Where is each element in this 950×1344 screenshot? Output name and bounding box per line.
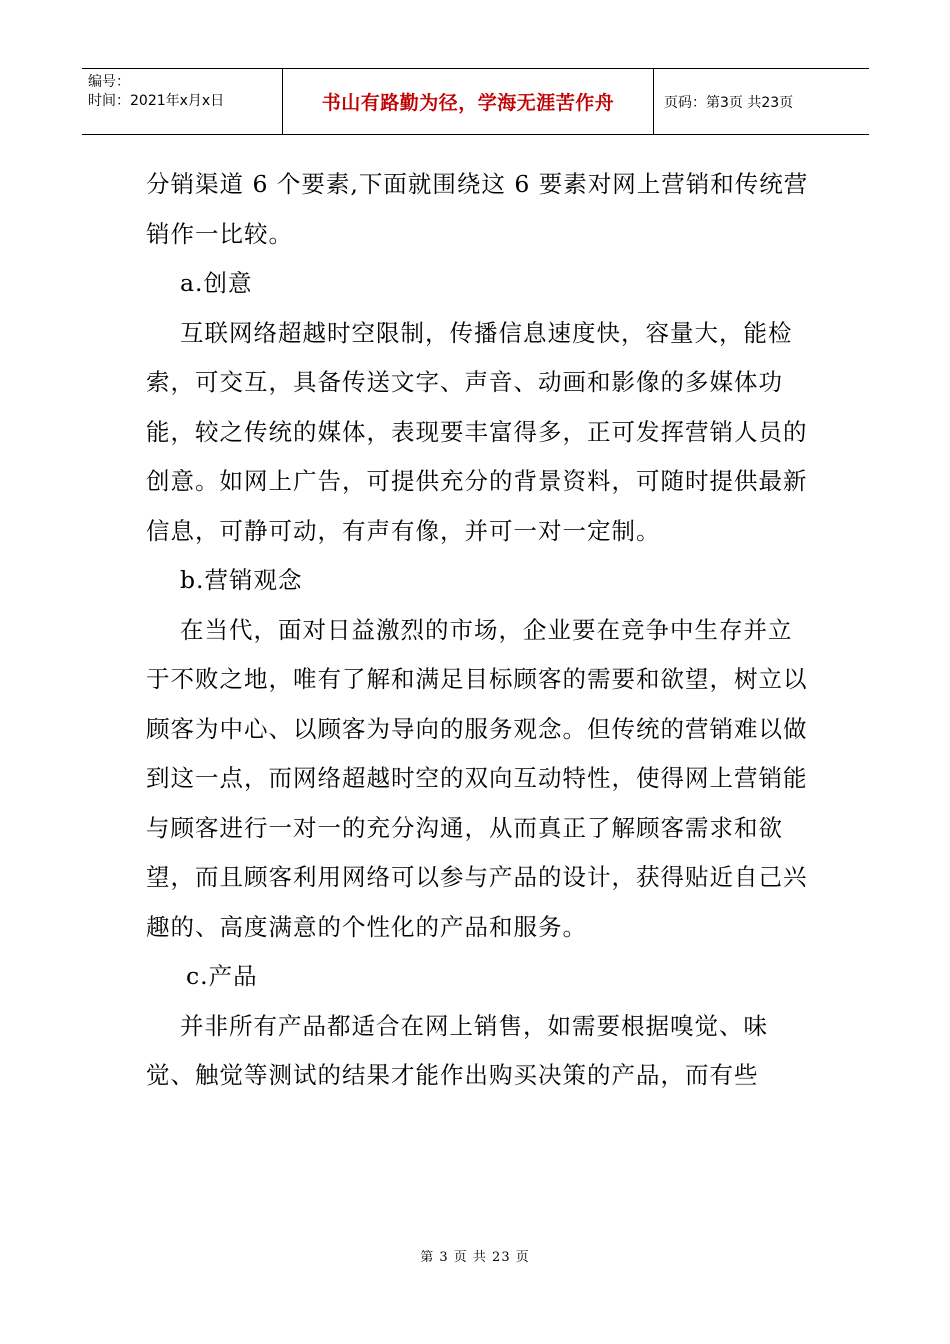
page-info-text: 页码：第3页 共23页: [664, 94, 794, 111]
number-label: 编号：: [88, 74, 130, 90]
paragraph-marketing-concept: 在当代，面对日益激烈的市场，企业要在竞争中生存并立于不败之地，唯有了解和满足目标顾客的需要和欲望，树立以顾客为中心、以顾客为导向的服务观念。但传统的营销难以做到这一点，而网络超越时空的双向互动特性，使得网上营销能与顾客进行一对一的充分沟通，从而真正了解顾客需求和欲望，而且顾客利用网络可以参与产品的设计，获得贴近自己兴趣的、高度满意的个性化的产品和服务。: [146, 615, 808, 941]
footer-page-number: 第 3 页 共 23 页: [420, 1250, 530, 1265]
time-label: 时间：2021年x月x日: [88, 93, 225, 109]
page-footer: [0, 1246, 950, 1265]
motto-text: 书山有路勤为径，学海无涯苦作舟: [321, 92, 615, 114]
page-header: [82, 68, 869, 135]
heading-marketing-concept: b.营销观念: [180, 566, 303, 594]
heading-product: c.产品: [186, 962, 258, 990]
heading-creativity: a.创意: [180, 269, 253, 297]
paragraph-creativity: 互联网络超越时空限制，传播信息速度快，容量大，能检索，可交互，具备传送文字、声音、动画和影像的多媒体功能，较之传统的媒体，表现要丰富得多，正可发挥营销人员的创意。如网上广告，可提供充分的背景资料，可随时提供最新信息，可静可动，有声有像，并可一对一定制。: [146, 318, 808, 545]
paragraph-product: 并非所有产品都适合在网上销售，如需要根据嗅觉、味觉、触觉等测试的结果才能作出购买决策的产品，而有些: [146, 1011, 768, 1089]
paragraph-intro: 分销渠道 6 个要素,下面就围绕这 6 要素对网上营销和传统营销作一比较。: [146, 170, 809, 248]
header-meta: [82, 69, 282, 134]
header-motto-cell: [282, 69, 654, 134]
header-page-info: [654, 69, 869, 134]
document-body: [146, 160, 811, 1101]
